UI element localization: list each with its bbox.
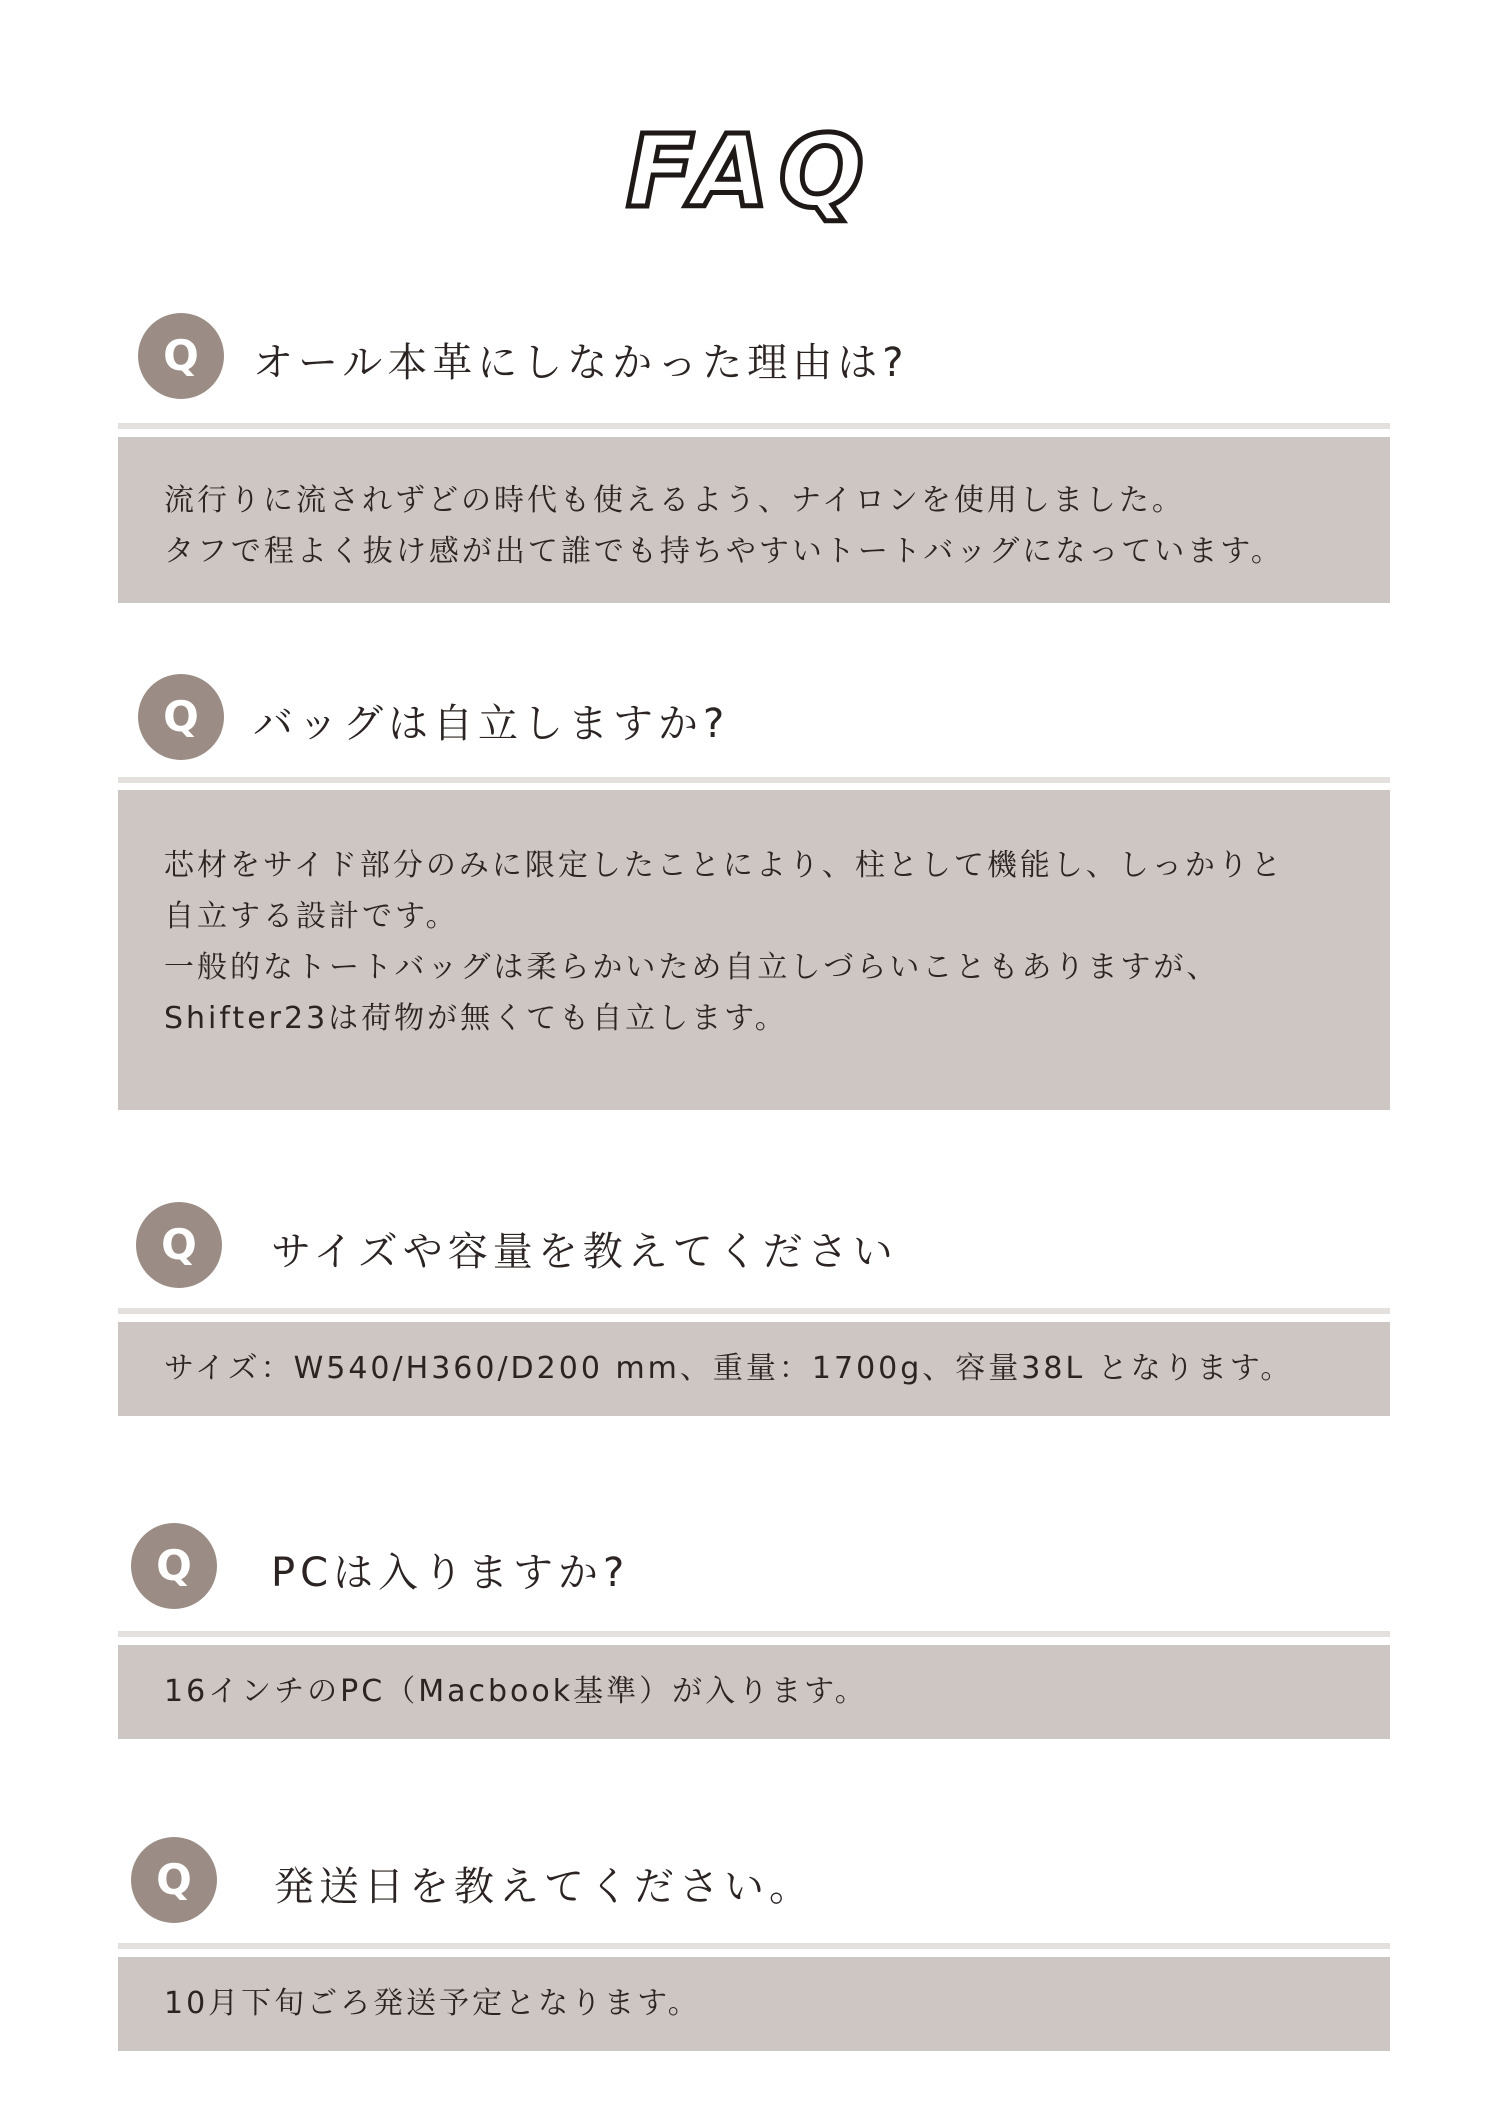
faq-item-2: [118, 670, 1390, 1036]
faq-answer: [118, 790, 1390, 1110]
q-badge-icon: Q: [131, 1523, 217, 1609]
faq-question-row: [118, 1830, 1390, 1930]
answer-line: 16インチのPC（Macbook基準）が入ります。: [164, 1674, 868, 1709]
answer-line: 流行りに流されずどの時代も使えるよう、ナイロンを使用しました。: [164, 483, 1185, 518]
answer-line: Shifter23は荷物が無くても自立します。: [164, 1001, 788, 1036]
faq-answer: [118, 437, 1390, 603]
faq-answer: [118, 1322, 1390, 1416]
answer-line: 一般的なトートバッグは柔らかいため自立しづらいこともありますが、: [164, 950, 1220, 985]
q-badge-icon: Q: [138, 674, 224, 760]
faq-question: 発送日を教えてください。: [274, 1864, 814, 1910]
faq-item-3: [118, 1195, 1390, 1386]
divider: [118, 1631, 1390, 1637]
faq-question: PCは入りますか?: [271, 1550, 630, 1596]
faq-item-4: [118, 1515, 1390, 1709]
faq-question-row: [118, 1515, 1390, 1615]
divider: [118, 1943, 1390, 1949]
answer-line: 自立する設計です。: [164, 899, 459, 934]
faq-question: オール本革にしなかった理由は?: [253, 340, 909, 386]
faq-question: バッグは自立しますか?: [253, 701, 730, 747]
faq-question-row: [118, 305, 1390, 405]
answer-line: タフで程よく抜け感が出て誰でも持ちやすいトートバッグになっています。: [164, 534, 1284, 569]
q-badge-icon: Q: [136, 1202, 222, 1288]
q-badge-icon: Q: [138, 313, 224, 399]
faq-question-row: [118, 1195, 1390, 1295]
page-title: FAQ: [626, 113, 874, 230]
faq-question: サイズや容量を教えてください: [271, 1229, 898, 1275]
answer-line: 芯材をサイド部分のみに限定したことにより、柱として機能し、しっかりと: [164, 848, 1284, 883]
faq-question-row: [118, 670, 1390, 770]
divider: [118, 1308, 1390, 1314]
faq-answer: [118, 1957, 1390, 2051]
faq-item-1: [118, 305, 1390, 569]
answer-line: 10月下旬ごろ発送予定となります。: [164, 1986, 701, 2021]
divider: [118, 423, 1390, 429]
q-badge-icon: Q: [131, 1837, 217, 1923]
faq-answer: [118, 1645, 1390, 1739]
faq-item-5: [118, 1830, 1390, 2021]
divider: [118, 777, 1390, 783]
answer-line: サイズ：W540/H360/D200 mm、重量：1700g、容量38L となります。: [164, 1351, 1294, 1386]
